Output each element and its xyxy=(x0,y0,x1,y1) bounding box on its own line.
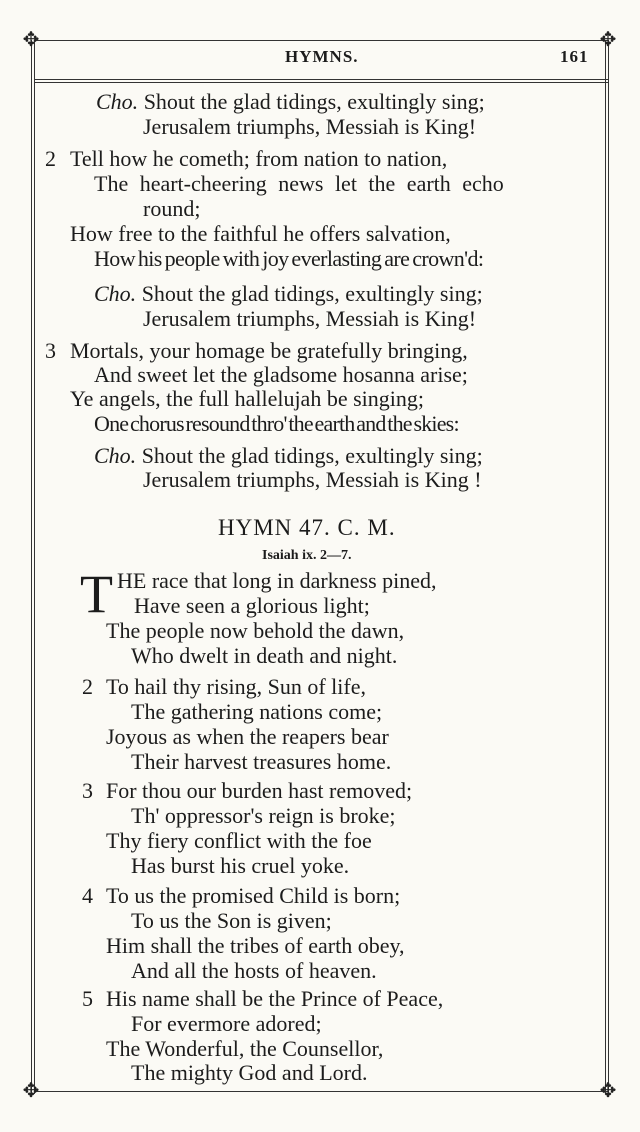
left-border-rule-inner xyxy=(34,40,35,1094)
corner-ornament-icon: ✥ xyxy=(599,29,617,51)
verse-line: The mighty God and Lord. xyxy=(131,1060,368,1085)
bottom-border-rule xyxy=(34,1091,608,1092)
running-head: HYMNS. xyxy=(285,47,359,66)
right-border-rule-inner xyxy=(605,40,606,1094)
drop-cap: T xyxy=(80,564,113,624)
verse-line: Ye angels, the full hallelujah be singing; xyxy=(70,386,424,411)
verse-line: To us the Son is given; xyxy=(131,908,332,933)
hymn-title: HYMN 47. C. M. xyxy=(218,515,396,540)
header-rule xyxy=(34,79,608,80)
verse-line: Their harvest treasures home. xyxy=(131,749,392,774)
stanza-number: 3 xyxy=(45,338,56,363)
verse-line: Thy fiery conflict with the foe xyxy=(106,828,372,853)
verse-line: His name shall be the Prince of Peace, xyxy=(106,986,444,1011)
chorus-line: Jerusalem triumphs, Messiah is King! xyxy=(143,114,477,139)
page-number: 161 xyxy=(560,47,589,66)
chorus-text: Shout the glad tidings, exultingly sing; xyxy=(136,443,483,468)
verse-line: The people now behold the dawn, xyxy=(106,618,405,643)
corner-ornament-icon: ✥ xyxy=(22,29,40,51)
verse-line: To hail thy rising, Sun of life, xyxy=(106,674,366,699)
chorus-line xyxy=(94,281,483,306)
chorus-line: Jerusalem triumphs, Messiah is King! xyxy=(143,306,477,331)
verse-line: Mortals, your homage be gratefully bringing, xyxy=(70,338,468,363)
corner-ornament-icon: ✥ xyxy=(599,1080,617,1102)
verse-line: Who dwelt in death and night. xyxy=(131,643,398,668)
verse-line: The gathering nations come; xyxy=(131,699,383,724)
stanza-number: 3 xyxy=(82,778,93,803)
verse-line: And sweet let the gladsome hosanna arise; xyxy=(94,362,468,387)
verse-line: The Wonderful, the Counsellor, xyxy=(106,1036,384,1061)
corner-ornament-icon: ✥ xyxy=(22,1080,40,1102)
header-rule-second xyxy=(34,82,608,83)
verse-line: One chorus resound thro' the earth and the skies: xyxy=(94,411,459,436)
chorus-label: Cho. xyxy=(96,89,139,114)
verse-line: Have seen a glorious light; xyxy=(134,593,370,618)
verse-line: The heart-cheering news let the earth echo xyxy=(94,171,504,196)
verse-line: How his people with joy everlasting are crown'd: xyxy=(94,246,484,271)
verse-line: And all the hosts of heaven. xyxy=(131,958,377,983)
verse-line: Tell how he cometh; from nation to nation, xyxy=(70,146,448,171)
verse-line: Him shall the tribes of earth obey, xyxy=(106,933,405,958)
left-border-rule xyxy=(31,40,32,1094)
chorus-line: Jerusalem triumphs, Messiah is King ! xyxy=(143,467,482,492)
verse-line: How free to the faithful he offers salvation, xyxy=(70,221,451,246)
right-border-rule xyxy=(608,40,609,1094)
stanza-number: 2 xyxy=(45,146,56,171)
stanza-number: 2 xyxy=(82,674,93,699)
verse-line: Has burst his cruel yoke. xyxy=(131,853,350,878)
verse-line: For thou our burden hast removed; xyxy=(106,778,413,803)
verse-line: HE race that long in darkness pined, xyxy=(117,568,437,593)
chorus-text: Shout the glad tidings, exultingly sing; xyxy=(138,89,485,114)
verse-line: Joyous as when the reapers bear xyxy=(106,724,389,749)
chorus-label: Cho. xyxy=(94,281,137,306)
verse-line: For evermore adored; xyxy=(131,1011,322,1036)
chorus-text: Shout the glad tidings, exultingly sing; xyxy=(136,281,483,306)
verse-line: round; xyxy=(143,196,201,221)
chorus-label: Cho. xyxy=(94,443,137,468)
verse-line: Th' oppressor's reign is broke; xyxy=(131,803,396,828)
scripture-reference: Isaiah ix. 2—7. xyxy=(262,548,352,563)
verse-line: To us the promised Child is born; xyxy=(106,883,401,908)
chorus-line xyxy=(96,89,485,114)
chorus-line xyxy=(94,443,483,468)
top-border-rule xyxy=(34,40,608,41)
stanza-number: 4 xyxy=(82,883,93,908)
stanza-number: 5 xyxy=(82,986,93,1011)
